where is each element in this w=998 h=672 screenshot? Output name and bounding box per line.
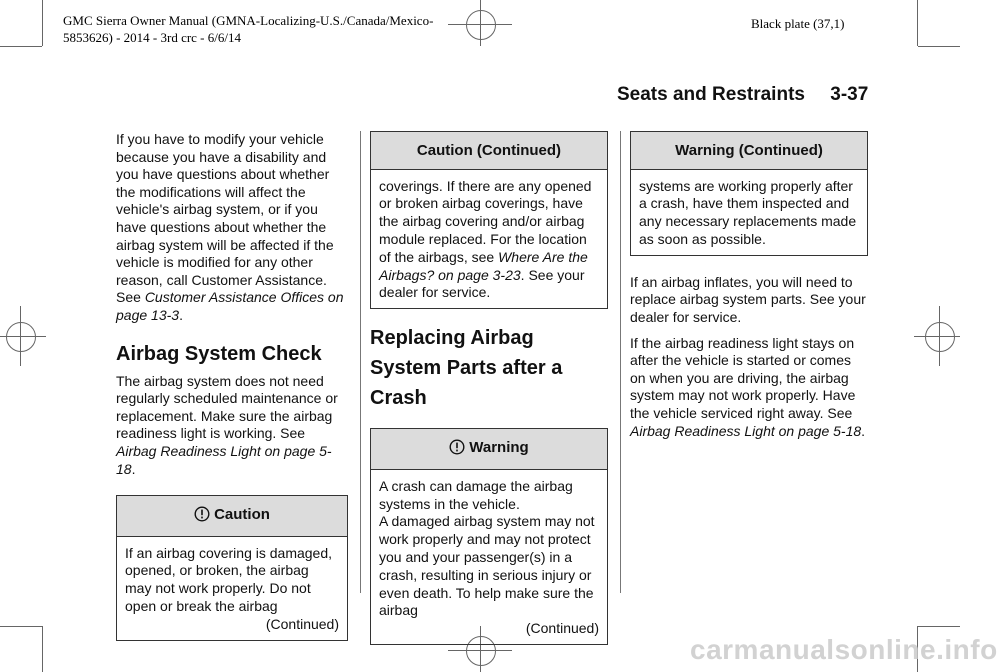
warning-text-2: A damaged airbag system may not work properly and may not protect you and your passenger(s) in a crash, resulting in serious injury or even death. To help make sure the airbag bbox=[379, 513, 595, 619]
inflation-paragraph: If an airbag inflates, you will need to replace airbag system parts. See your dealer for service. bbox=[630, 273, 866, 325]
warning-continued-header: Warning (Continued) bbox=[631, 132, 867, 170]
crop-mark-bottom-left-v bbox=[42, 626, 43, 672]
page-number: 3-37 bbox=[830, 84, 869, 105]
caution-title: Caution bbox=[214, 506, 270, 524]
column-1 bbox=[116, 131, 348, 641]
warning-continued-body: systems are working properly after a crash, have them inspected and any necessary replacements made as soon as possible. bbox=[639, 177, 857, 247]
cross-reference-link[interactable]: Airbag Readiness Light on page 5-18 bbox=[630, 422, 862, 439]
cross-reference-link[interactable]: Airbag Readiness Light on page 5-18 bbox=[116, 442, 332, 477]
warning-box-header bbox=[371, 429, 607, 470]
warning-box bbox=[370, 428, 608, 645]
print-metadata-line2: 5853626) - 2014 - 3rd crc - 6/6/14 bbox=[63, 30, 241, 45]
crop-mark-top-right-h bbox=[918, 46, 960, 47]
continued-label: (Continued) bbox=[525, 620, 599, 637]
crop-mark-bottom-right-h bbox=[918, 626, 960, 627]
caution-continued-body: coverings. If there are any opened or broken airbag coverings, have the airbag covering and/or airbag module replaced. For the location of the airbags, see Where Are the Airbags? on page 3-23. See your dealer for service. bbox=[379, 177, 592, 301]
crop-mark-top-left-h bbox=[0, 46, 42, 47]
crop-mark-bottom-left-h bbox=[0, 626, 42, 627]
warning-title: Warning bbox=[469, 439, 529, 457]
print-metadata bbox=[63, 12, 433, 46]
intro-paragraph: If you have to modify your vehicle because you have a disability and you have questions about whether the modifications will affect the vehicle's airbag system, or if you have questions about whether the airbag system will be affected if the vehicle is modified for any other reason, call Customer Assistance. See Customer Assistance Offices on page 13-3. bbox=[116, 131, 344, 323]
caution-text: If an airbag covering is damaged, opened, or broken, the airbag may not work properly. Do not open or break the airbag bbox=[125, 544, 333, 615]
warning-box-body bbox=[371, 470, 607, 644]
column-2 bbox=[370, 131, 608, 645]
section-title: Seats and Restraints bbox=[617, 84, 805, 105]
caution-continued-header: Caution (Continued) bbox=[371, 132, 607, 170]
section-heading-airbag-check: Airbag System Check bbox=[116, 342, 322, 365]
crop-mark-top-right-v bbox=[917, 0, 918, 46]
crop-mark-top-left-v bbox=[42, 0, 43, 46]
caution-box bbox=[116, 495, 348, 641]
caution-box-header bbox=[117, 496, 347, 537]
black-plate-label: Black plate (37,1) bbox=[751, 16, 845, 31]
section-heading-replacing-parts: Replacing Airbag System Parts after a Crash bbox=[370, 327, 563, 410]
print-metadata-line1: GMC Sierra Owner Manual (GMNA-Localizing-U.S./Canada/Mexico- bbox=[63, 13, 434, 28]
airbag-check-paragraph: The airbag system does not need regularly scheduled maintenance or replacement. Make sure the airbag readiness light is working. See Airbag Readiness Light on page 5-18. bbox=[116, 372, 338, 477]
column-divider-1 bbox=[360, 131, 361, 593]
column-divider-2 bbox=[620, 131, 621, 593]
warning-symbol-icon bbox=[194, 506, 210, 527]
warning-symbol-icon bbox=[449, 439, 465, 460]
caution-box-body bbox=[117, 537, 347, 640]
continued-label: (Continued) bbox=[265, 615, 339, 632]
column-3 bbox=[630, 131, 868, 440]
cross-reference-link[interactable]: Where Are the Airbags? on page 3-23 bbox=[379, 248, 588, 283]
cross-reference-link[interactable]: Customer Assistance Offices on page 13-3 bbox=[116, 289, 344, 323]
warning-continued-box bbox=[630, 131, 868, 256]
caution-continued-box bbox=[370, 131, 608, 309]
readiness-paragraph: If the airbag readiness light stays on after the vehicle is started or comes on when you are driving, the airbag system may not work properly. Have the vehicle serviced right away. See Airbag Readiness Light on page 5-18. bbox=[630, 334, 866, 439]
running-header bbox=[617, 84, 868, 106]
warning-text-1: A crash can damage the airbag systems in the vehicle. bbox=[379, 477, 573, 512]
watermark: carmanualsonline.info bbox=[690, 634, 998, 665]
